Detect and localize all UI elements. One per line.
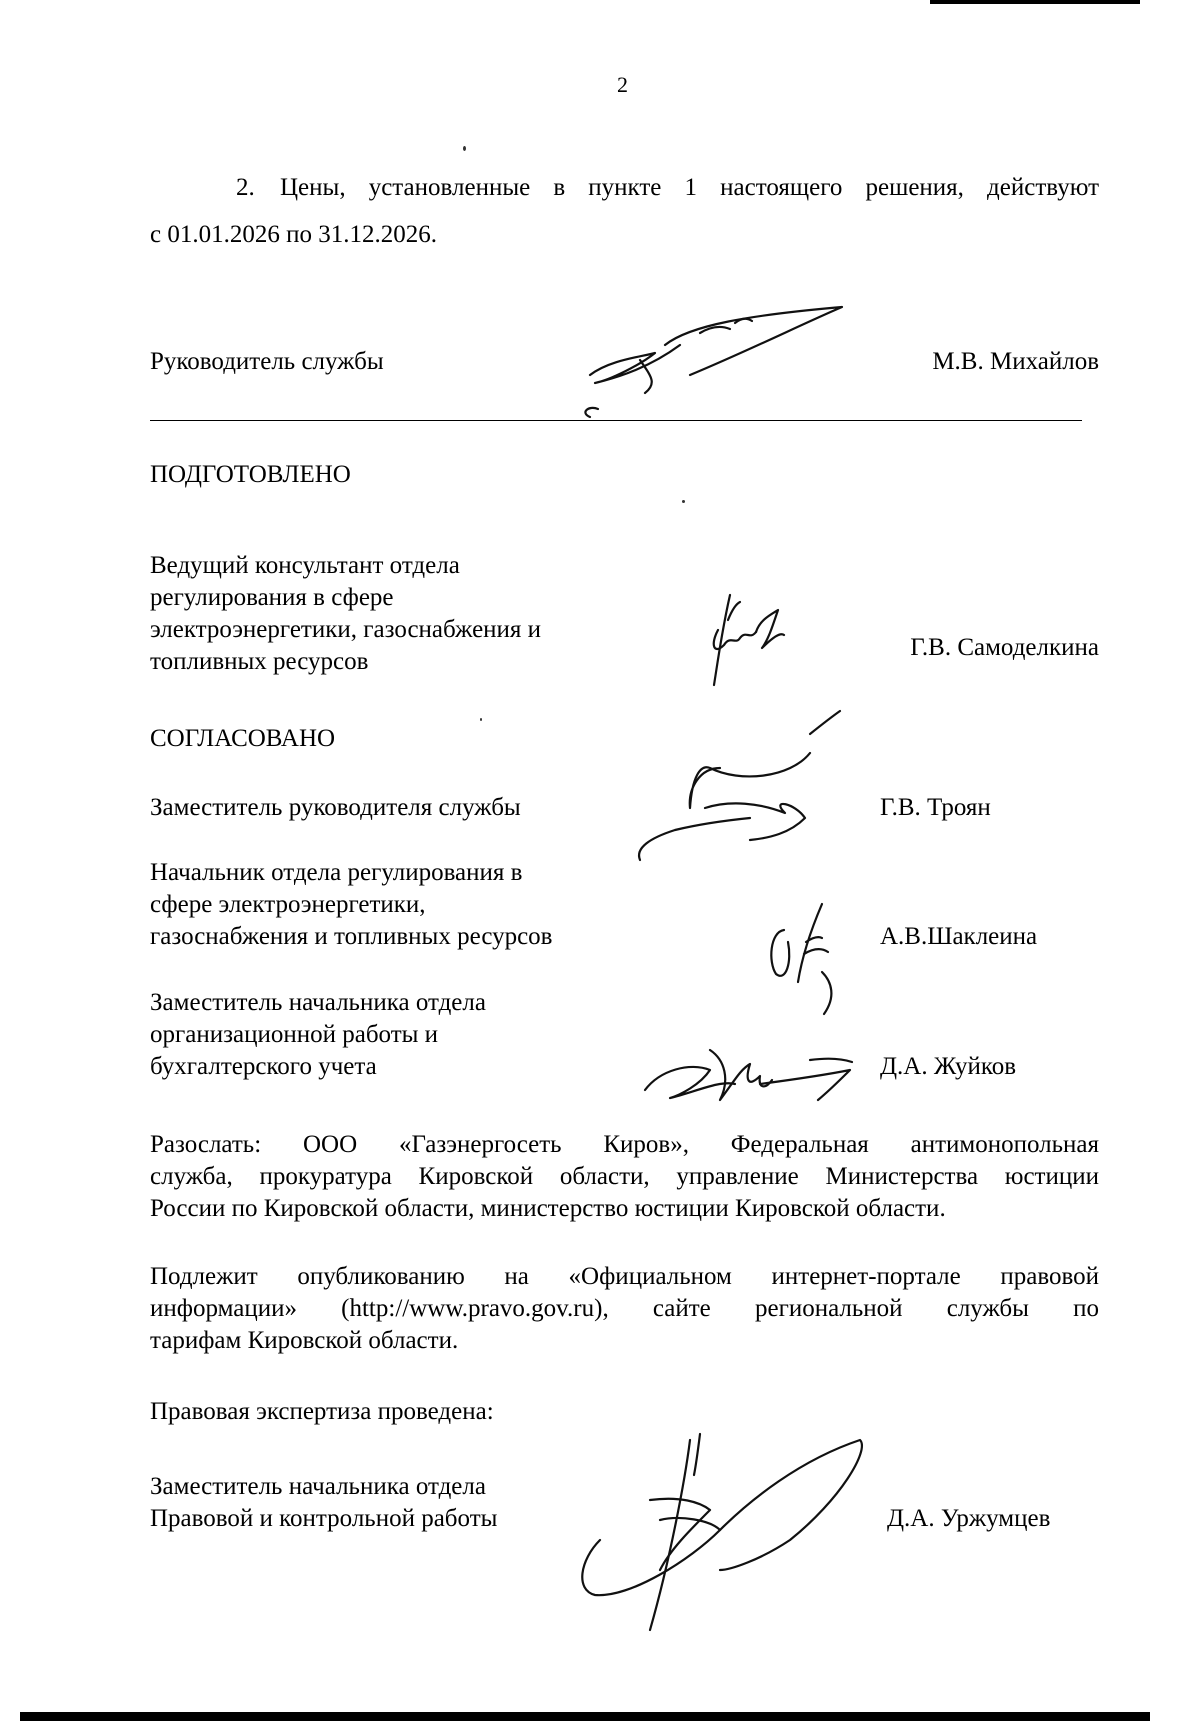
head-position: Руководитель службы <box>150 348 384 375</box>
agreed-position-line: Заместитель начальника отдела <box>150 989 486 1016</box>
prepared-position-line: Ведущий консультант отдела <box>150 552 460 579</box>
distribution-line: России по Кировской области, министерство юстиции Кировской области. <box>150 1195 946 1222</box>
signature-troyan <box>630 708 860 878</box>
scan-edge-bottom <box>20 1712 1150 1721</box>
signature-shakleina <box>762 902 862 1022</box>
distribution-line: Разослать: ООО «Газэнергосеть Киров», Федеральная антимонопольная <box>150 1131 1099 1158</box>
agreed-position-line: Начальник отдела регулирования в <box>150 859 523 886</box>
scan-speck <box>682 500 685 503</box>
agreed-name: А.В.Шаклеина <box>880 923 1038 950</box>
agreed-name: Д.А. Жуйков <box>880 1053 1017 1080</box>
clause-number: 2. <box>236 174 255 201</box>
legal-review-position-line: Заместитель начальника отдела <box>150 1473 486 1500</box>
legal-review-position-line: Правовой и контрольной работы <box>150 1505 498 1532</box>
publication-line: тарифам Кировской области. <box>150 1327 459 1354</box>
scan-speck <box>463 146 466 151</box>
legal-review-name: Д.А. Уржумцев <box>887 1505 1051 1532</box>
agreed-position-line: сфере электроэнергетики, <box>150 891 426 918</box>
prepared-position-line: электроэнергетики, газоснабжения и <box>150 616 542 643</box>
signature-urzhumtsev <box>570 1420 910 1640</box>
agreed-position-line: бухгалтерского учета <box>150 1053 377 1080</box>
publication-line: информации» (http://www.pravo.gov.ru), сайте региональной службы по <box>150 1295 1099 1322</box>
signature-samodelkina <box>700 590 800 690</box>
prepared-heading: ПОДГОТОВЛЕНО <box>150 461 351 488</box>
scan-edge-top <box>930 0 1140 4</box>
signature-mikhailov <box>570 305 850 425</box>
agreed-position-line: организационной работы и <box>150 1021 439 1048</box>
signature-zhuikov <box>640 1040 860 1110</box>
scan-speck <box>480 718 482 721</box>
clause-text-line: Цены, установленные в пункте 1 настоящего решения, действуют <box>280 174 1099 201</box>
legal-review-heading: Правовая экспертиза проведена: <box>150 1398 494 1425</box>
agreed-position-line: Заместитель руководителя службы <box>150 794 521 821</box>
clause-text-line: с 01.01.2026 по 31.12.2026. <box>150 221 437 248</box>
head-name: М.В. Михайлов <box>932 348 1099 375</box>
prepared-position-line: регулирования в сфере <box>150 584 394 611</box>
agreed-heading: СОГЛАСОВАНО <box>150 725 336 752</box>
signature-divider <box>150 420 1082 421</box>
prepared-position-line: топливных ресурсов <box>150 648 369 675</box>
distribution-line: служба, прокуратура Кировской области, управление Министерства юстиции <box>150 1163 1099 1190</box>
page-number: 2 <box>617 72 628 97</box>
publication-line: Подлежит опубликованию на «Официальном интернет-портале правовой <box>150 1263 1099 1290</box>
agreed-position-line: газоснабжения и топливных ресурсов <box>150 923 553 950</box>
prepared-name: Г.В. Самоделкина <box>910 634 1099 661</box>
agreed-name: Г.В. Троян <box>880 794 991 821</box>
